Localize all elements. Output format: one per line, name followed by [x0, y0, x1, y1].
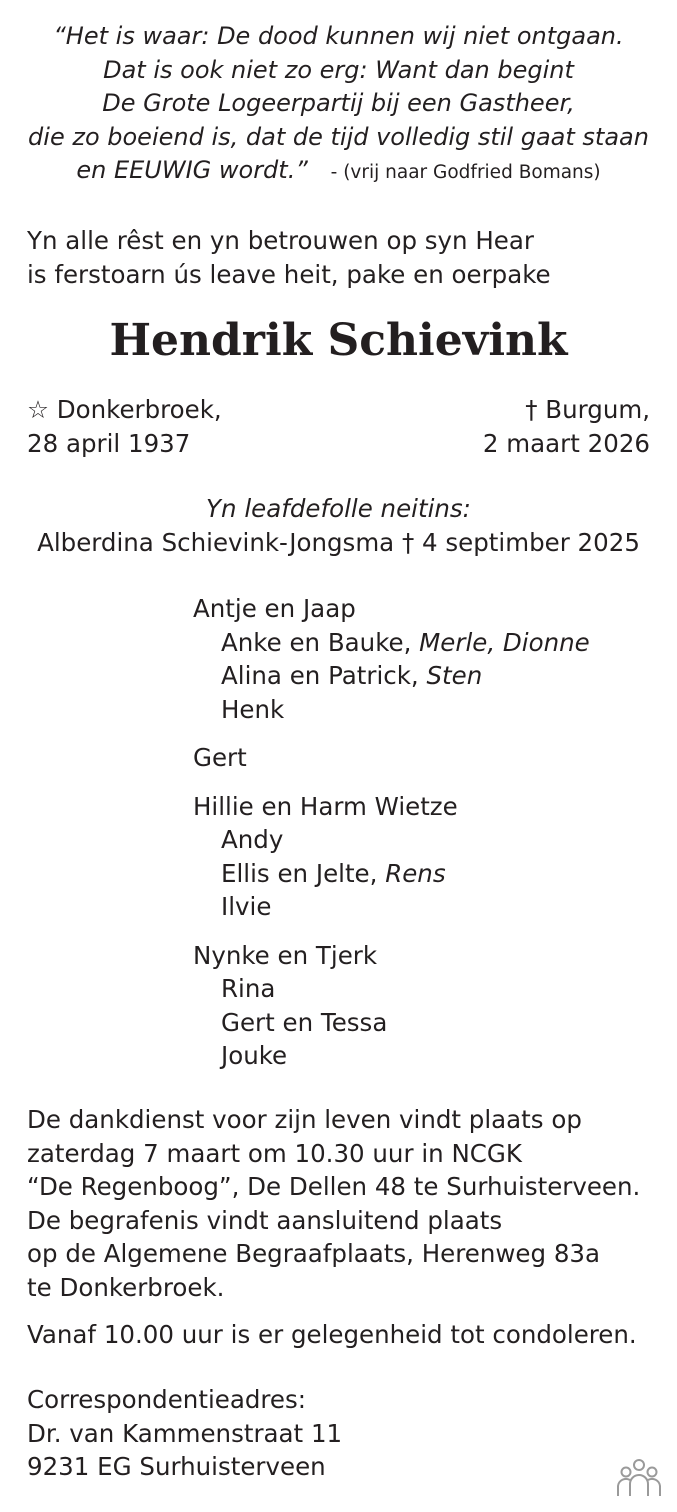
service-line: De dankdienst voor zijn leven vindt plaats op [27, 1105, 582, 1134]
grandchild-name: Ilvie [221, 892, 272, 921]
family-group [193, 592, 590, 726]
spouse-text: Alberdina Schievink-Jongsma † 4 septimber 2025 [37, 527, 640, 557]
address-line: 9231 EG Surhuisterveen [27, 1452, 326, 1481]
address-line: Dr. van Kammenstraat 11 [27, 1418, 343, 1448]
service-details [27, 1103, 667, 1304]
family-people-icon [615, 1458, 663, 1498]
grandchild-name: Andy [221, 825, 284, 854]
quote-line: Dat is ook niet zo erg: Want dan begint [103, 55, 574, 84]
birth-info [27, 393, 222, 460]
grandchild [193, 972, 590, 1006]
birth-place: ☆ Donkerbroek, [27, 395, 222, 424]
great-grandchildren: Merle, Dionne [419, 627, 590, 657]
grandchild [193, 693, 590, 727]
intro-text [27, 224, 657, 291]
intro-line: is ferstoarn ús leave heit, pake en oerpake [27, 259, 551, 289]
quote-last-line [0, 154, 677, 190]
service-line: De begrafenis vindt aansluitend plaats [27, 1205, 503, 1235]
service-line: te Donkerbroek. [27, 1272, 225, 1302]
intro-line: Yn alle rêst en yn betrouwen op syn Hear [27, 226, 534, 255]
spouse-lead: Yn leafdefolle neitins: [206, 494, 471, 523]
family-member: Hillie en Harm Wietze [193, 791, 458, 821]
family-member: Gert [193, 743, 247, 772]
grandchild [193, 857, 590, 891]
quote-line: De Grote Logeerpartij bij een Gastheer, [102, 89, 575, 117]
quote-line: en EEUWIG wordt.” [76, 156, 308, 184]
death-date: 2 maart 2026 [482, 428, 650, 458]
grandchild-name: Gert en Tessa [221, 1007, 388, 1037]
quote-line: “Het is waar: De dood kunnen wij niet ontgaan. [53, 22, 624, 50]
family-member: Nynke en Tjerk [193, 940, 378, 970]
deceased-name: Hendrik Schievink [109, 315, 568, 366]
grandchild-name: Anke en Bauke, [221, 627, 420, 657]
correspondence-address [27, 1383, 527, 1484]
family-list [193, 592, 590, 1088]
spouse-memorial [0, 492, 677, 559]
quote-line: die zo boeiend is, dat de tijd volledig stil gaat staan [28, 122, 649, 151]
service-line: op de Algemene Begraafplaats, Herenweg 83a [27, 1239, 601, 1268]
family-group [193, 790, 590, 924]
death-info [483, 393, 650, 460]
service-line: zaterdag 7 maart om 10.30 uur in NCGK [27, 1138, 522, 1168]
death-place: † Burgum, [525, 395, 650, 424]
family-group [193, 741, 590, 775]
great-grandchildren: Sten [426, 661, 483, 690]
condolence-info: Vanaf 10.00 uur is er gelegenheid tot condoleren. [27, 1320, 637, 1349]
family-member: Antje en Jaap [193, 594, 356, 623]
service-line: “De Regenboog”, De Dellen 48 te Surhuisterveen. [27, 1172, 641, 1201]
address-line: Correspondentieadres: [27, 1385, 307, 1414]
grandchild-name: Ellis en Jelte, [221, 858, 386, 888]
quote-attribution: - (vrij naar Godfried Bomans) [330, 162, 601, 183]
grandchild [193, 659, 590, 693]
grandchild [193, 1039, 590, 1073]
grandchild-name: Henk [221, 694, 285, 724]
grandchild [193, 890, 590, 924]
grandchild [193, 626, 590, 660]
grandchild [193, 1006, 590, 1040]
family-group [193, 939, 590, 1073]
birth-date: 28 april 1937 [27, 428, 191, 458]
quote-block [0, 20, 677, 190]
grandchild-name: Rina [221, 974, 276, 1003]
grandchild [193, 823, 590, 857]
grandchild-name: Jouke [221, 1041, 288, 1070]
great-grandchildren: Rens [385, 858, 446, 888]
grandchild-name: Alina en Patrick, [221, 661, 427, 690]
